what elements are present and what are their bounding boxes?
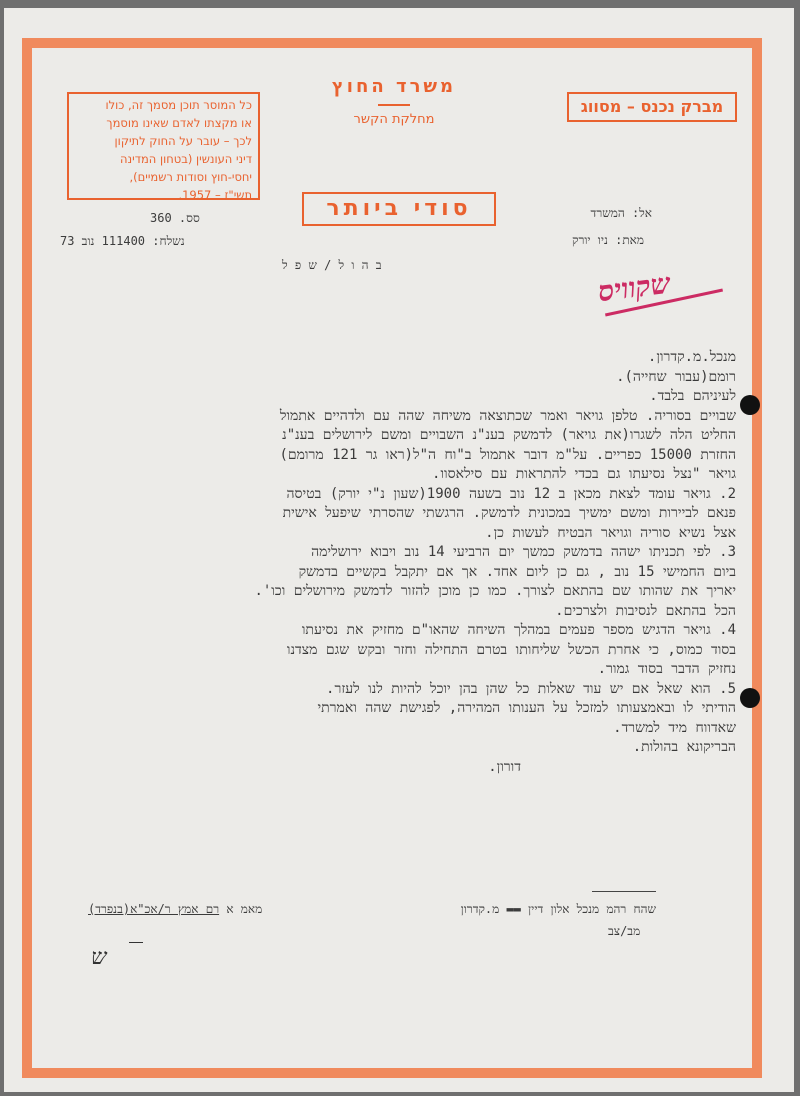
body-line: מנכל.מ.קדרון. [647,349,736,365]
punch-hole-top [740,395,760,415]
classification-box: סודי ביותר [302,192,496,226]
body-line: פנאם לביירות ומשם ימשיך במכונית לדמשק. הרגשתי שהסרתי שיפעל אישית [282,505,736,521]
body-line: יאריך את שהותו שם בהתאם לצורך. כמו כן מוכן להזור לדמשק מירושלים וכו'. [254,583,736,599]
body-line: 4. גויאר הדגיש מספר פעמים במהלך השיחה שהאו"ם מחזיק את נסיעתו [301,622,736,638]
department-name: מחלקת הקשר [353,112,435,127]
distribution-list: שהח רהמ מנכל אלון דיין ▬▬ מ.קדרון [460,902,656,916]
message-number: סס. 360 [150,211,200,225]
body-line: אצל נשיא סוריה וגויאר הבטיח לעשות כן. [485,524,736,541]
body-line: 3. לפי תכניתו ישהה בדמשק כמשך יום הרביעי 14 נוב ויבוא ירושלימה [311,544,736,560]
body-line: הודיתי לו ובאמצעותו למזכל על הענותו המהירה, לפגישת שהה ואמרתי [317,700,736,716]
priority-label: ב ה ו ל / ש פ ל [282,258,382,272]
distribution-code: מב/צב [608,924,641,938]
handwritten-stamp: שקוויס [596,266,673,309]
legal-notice-box [67,92,260,200]
legal-notice-line: לכך – עובר על החוק לתיקון [114,134,252,148]
body-line: החליט הלה לשגרו(את גויאר) לדמשק בענ"נ השבויים ומשם לירושלים בענ"נ [282,427,736,443]
body-line: שבויים בסוריה. טלפן גויאר ואמר שכתוצאה משיחה שהה עם ולדהיים אתמול [279,407,736,424]
body-line: נחזיק הדבר בסוד גמור. [597,661,736,677]
punch-hole-bottom [740,688,760,708]
legal-notice-line: יחסי-חוץ וסודות רשמיים), [129,170,252,184]
distribution-extra [88,902,262,917]
distribution-prefix: מאמ א [226,902,263,916]
signature-rule [592,891,656,892]
document-page [4,8,794,1092]
initials-mark [129,942,143,943]
legal-notice-line: כל המוסר תוכן מסמך זה, כולו [105,98,252,112]
body-line: דורון. [488,758,521,775]
message-body [96,348,736,777]
handwritten-initials: ש [91,945,107,970]
body-line: 5. הוא שאל אם יש עוד שאלות כל שהן בהן יוכל להיות לנו לעזר. [326,680,736,697]
distribution-separate: רם אמץ ר/אכ"א(בנפרד) [88,902,220,916]
ministry-divider [378,104,410,106]
body-line: רומם(עבור שחייה). [616,368,736,385]
sent-datetime: נשלח: 111400 נוב 73 [60,234,185,248]
body-line: גויאר "נצל נסיעתו גם בכדי להתראות עם סילאסוו. [432,466,736,482]
legal-notice-line: או מקצתו לאדם שאינו מוסמך [106,116,252,130]
body-line: החזרת 15000 כפריים. על"מ דובר אתמול ב"וח ה"ל(ראו גר 121 מרומם) [279,446,736,463]
body-line: 2. גויאר עומד לצאת מכאן ב 12 נוב בשעה 1900(שעון נ"י יורק) בטיסה [286,485,736,502]
legal-notice-line: תשי"ז – 1957. [178,188,252,202]
from-field: מאת: ניו יורק [572,233,644,247]
body-line: שאדווח מיד למשרד. [613,719,736,736]
body-line: הבריקונא בהולות. [632,739,736,755]
body-line: לעיניהם בלבד. [649,388,736,404]
to-field: אל: המשרד [590,206,652,220]
body-line: בסוד כמוס, כי אחרת הכשל שליחותו בטרם התחילה וחזר ובקש שגם מצדנו [286,641,736,658]
ministry-name: משרד החוץ [331,76,457,97]
legal-notice-line: דיני העונשין (בטחון המדינה [120,152,252,166]
body-line: הכל בהתאם לנסיבות ולצרכים. [555,602,736,619]
body-line: ביום החמישי 15 נוב , גם כן ליום אחד. אך אם יתקבל בקשיים בדמשק [298,563,736,580]
cable-type-box: מברק נכנס – מסווג [567,92,737,122]
